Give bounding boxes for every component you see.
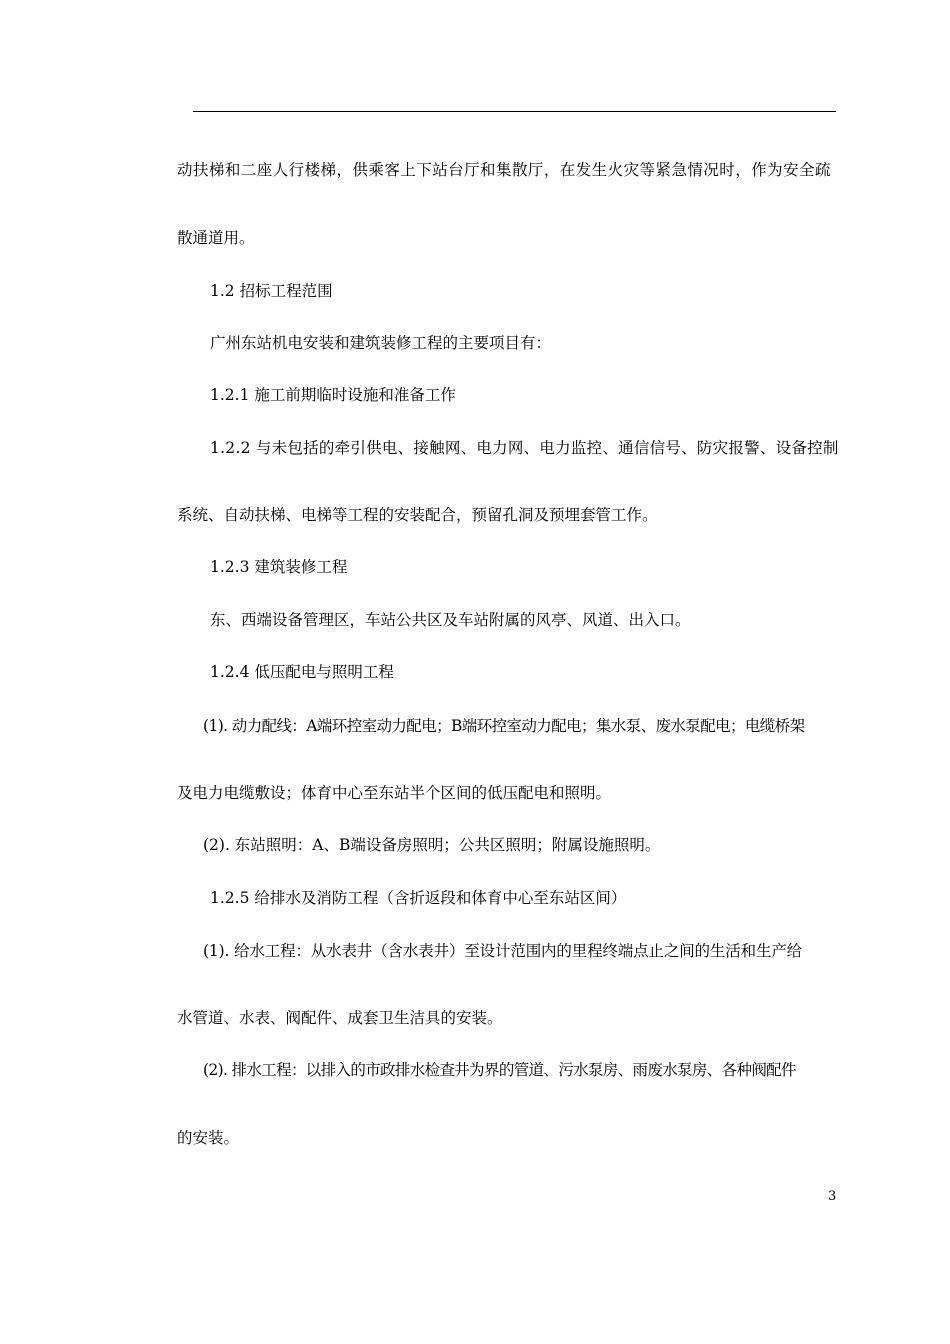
paragraph-line: 1.2.2 与未包括的牵引供电、接触网、电力网、电力监控、通信信号、防灾报警、设备控制 <box>210 439 839 457</box>
paragraph-line: 散通道用。 <box>177 229 255 247</box>
header-rule <box>193 111 836 112</box>
section-heading: 1.2 招标工程范围 <box>210 282 333 300</box>
paragraph-line: 的安装。 <box>177 1129 240 1147</box>
subsection-heading: 1.2.4 低压配电与照明工程 <box>210 663 394 681</box>
subsection-heading: 1.2.5 给排水及消防工程（含折返段和体育中心至东站区间） <box>210 889 627 907</box>
subsection-heading: 1.2.3 建筑装修工程 <box>210 558 348 576</box>
subsection-heading: 1.2.1 施工前期临时设施和准备工作 <box>210 386 456 404</box>
paragraph-line: 及电力电缆敷设；体育中心至东站半个区间的低压配电和照明。 <box>177 784 612 802</box>
paragraph-line: (2). 排水工程：以排入的市政排水检查井为界的管道、污水泵房、雨废水泵房、各种阀配件 <box>203 1061 796 1079</box>
paragraph-line: (1). 动力配线：A端环控室动力配电；B端环控室动力配电；集水泵、废水泵配电；电缆桥架 <box>203 717 805 735</box>
page-number: 3 <box>828 1189 837 1204</box>
paragraph-line: (1). 给水工程：从水表井（含水表井）至设计范围内的里程终端点止之间的生活和生产给 <box>203 942 803 960</box>
paragraph-line: 广州东站机电安装和建筑装修工程的主要项目有： <box>210 334 552 352</box>
paragraph-line: 动扶梯和二座人行楼梯，供乘客上下站台厅和集散厅，在发生火灾等紧急情况时，作为安全疏 <box>177 161 831 179</box>
paragraph-line: (2). 东站照明：A、B端设备房照明；公共区照明；附属设施照明。 <box>203 836 661 854</box>
paragraph-line: 东、西端设备管理区，车站公共区及车站附属的风亭、风道、出入口。 <box>210 611 691 629</box>
paragraph-line: 系统、自动扶梯、电梯等工程的安装配合，预留孔洞及预埋套管工作。 <box>177 506 658 524</box>
paragraph-line: 水管道、水表、阀配件、成套卫生洁具的安装。 <box>177 1009 503 1027</box>
